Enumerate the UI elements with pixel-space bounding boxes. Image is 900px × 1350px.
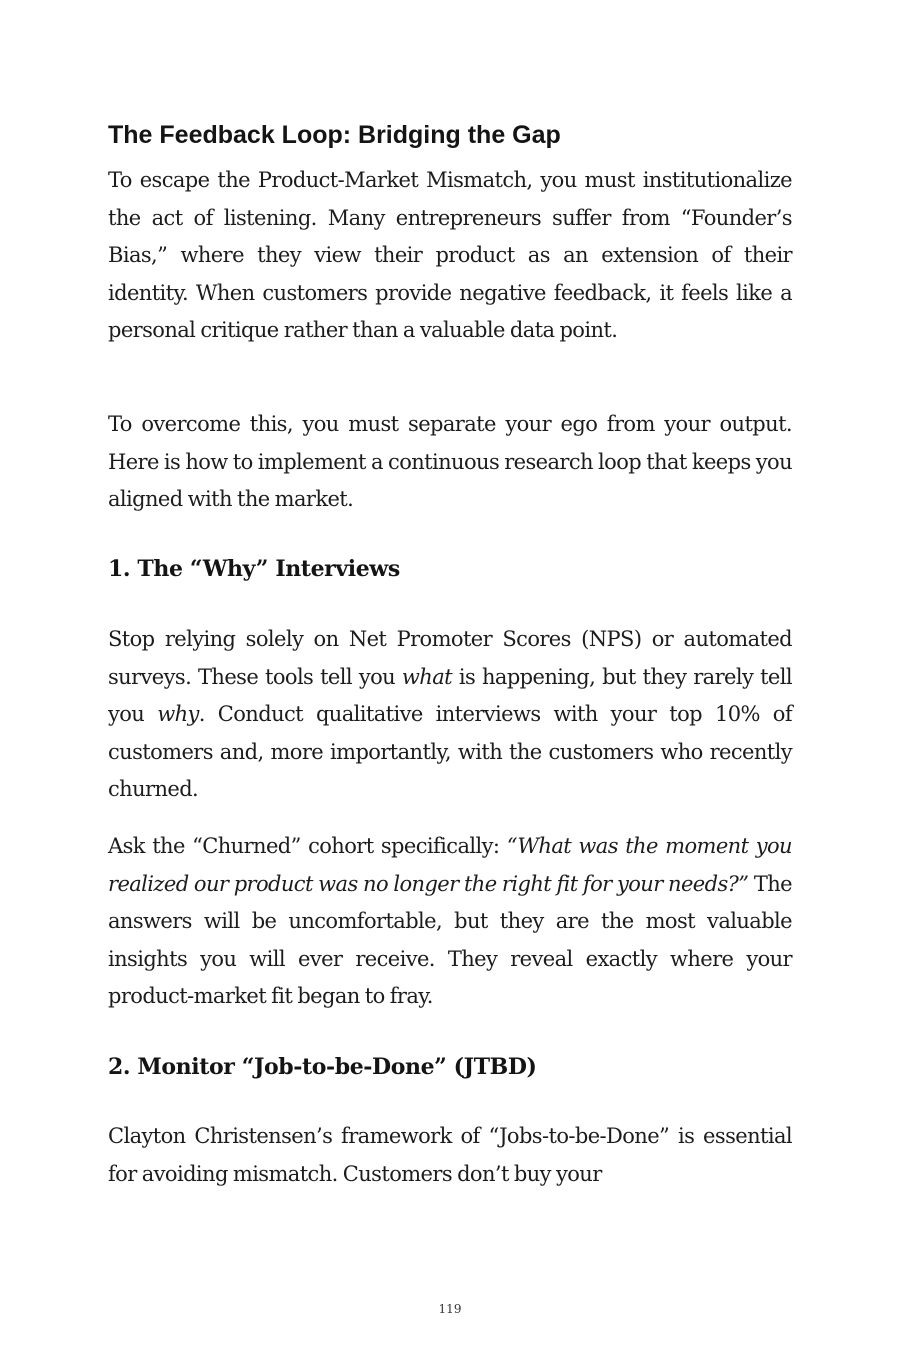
why-interviews-paragraph-2	[108, 828, 792, 1016]
intro-paragraph-1: To escape the Product-Market Mismatch, you must institutionalize the act of listening. Many entrepreneurs suffer from “Founder’s Bias,” where they view their product as an extension of their identity. When customers provide negative feedback, it feels like a personal critique rather than a valuable data point.	[108, 168, 792, 342]
text-run: is happening, but they rarely tell you	[108, 664, 792, 726]
text-run: Stop relying solely on Net Promoter Scores (NPS) or automated surveys. These tools tell you	[108, 627, 792, 689]
intro-paragraph-2: To overcome this, you must separate your ego from your output. Here is how to implement a continuous research loop that keeps you aligned with the market.	[108, 412, 792, 511]
text-run: The answers will be uncomfortable, but they are the most valuable insights you will ever receive. They reveal exactly where your product-market fit began to fray.	[108, 871, 792, 1008]
jtbd-heading: 2. Monitor “Job-to-be-Done” (JTBD)	[108, 1054, 537, 1080]
jtbd-paragraph-1: Clayton Christensen’s framework of “Jobs-to-be-Done” is essential for avoiding mismatch. Customers don’t buy your	[108, 1124, 792, 1186]
emphasis-why: why	[157, 702, 199, 726]
why-interviews-paragraph-1	[108, 621, 792, 809]
text-run: . Conduct qualitative interviews with your top 10% of customers and, more importantly, with the customers who recently churned.	[108, 702, 792, 801]
emphasis-what: what	[401, 664, 452, 689]
section-title: The Feedback Loop: Bridging the Gap	[108, 121, 561, 149]
text-run: Ask the “Churned” cohort specifically:	[108, 834, 507, 858]
why-interviews-heading: 1. The “Why” Interviews	[108, 556, 400, 582]
churn-question-quote: “What was the moment you realized our product was no longer the right fit for your needs?”	[108, 834, 792, 896]
page-number: 119	[438, 1302, 462, 1316]
